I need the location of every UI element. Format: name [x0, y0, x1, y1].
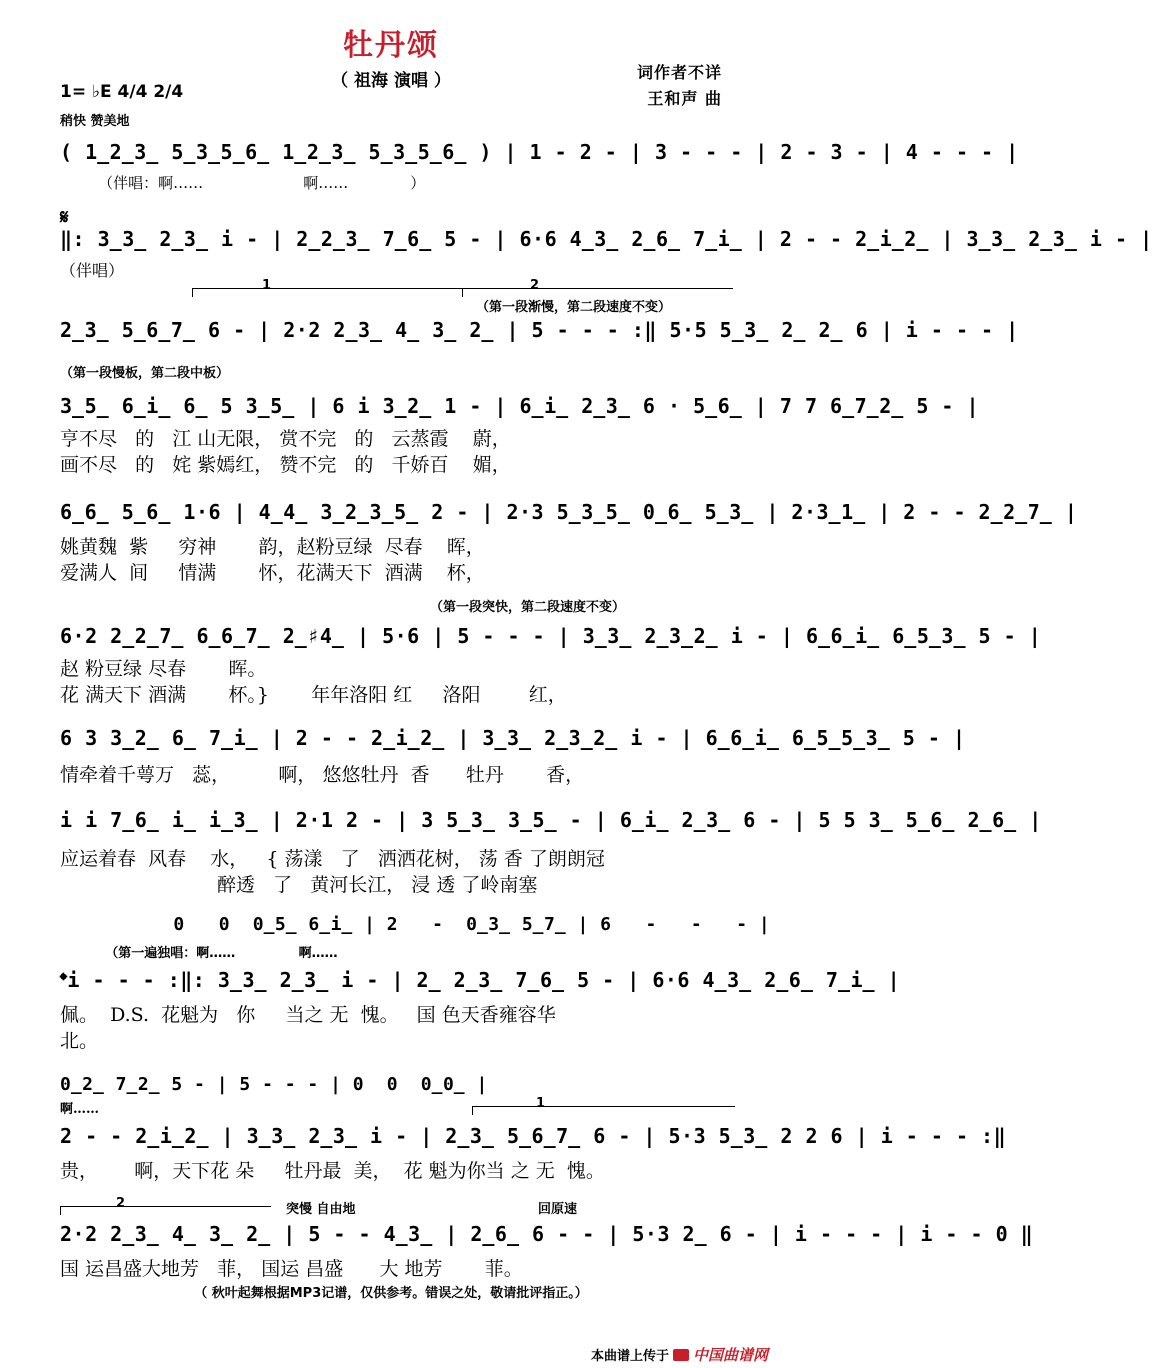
lyric-line-4: 亨不尽 的 江 山无限， 赏不完 的 云蒸霞 蔚， 画不尽 的 姹 紫嫣红， 赞不完 的 千娇百 媚， [60, 428, 511, 476]
volta-4-label: 2 [116, 1196, 126, 1211]
annotation-medium: （第一段慢板，第二段中板） [60, 366, 230, 381]
staff-line-7: 6 3 3̲2̲ 6̲ 7̲i̲ | 2 - - 2̲i̲2̲ | 3̲3̲ 2̲3̲2̲ i - | 6̲6̲i̲ 6̲5̲5̲3̲ 5 - | [60, 726, 966, 750]
volta-2-label: 2 [530, 278, 540, 293]
lyricist-credit: 词作者不详 [636, 63, 722, 82]
staff-line-11: 0̲2̲ 7̲2̲ 5 - | 5 - - - | 0 0 0̲0̲ | [60, 1074, 488, 1095]
site-name[interactable]: 中国曲谱网 [692, 1346, 768, 1364]
staff-line-12: 2 - - 2̲i̲2̲ | 3̲3̲ 2̲3̲ i - | 2̲3̲ 5̲6̲7̲ 6 - | 5·3 5̲3̲ 2 2 6 | i - - - :‖ [60, 1124, 1007, 1148]
upload-credit [591, 1344, 768, 1365]
key-signature: 1= ♭E 4/4 2/4 [60, 82, 184, 102]
lyric-line-5: 姚黄魏 紫 穷神 韵，赵粉豆绿 尽春 晖， 爱满人 间 情满 怀，花满天下 酒满 杯， [60, 536, 485, 584]
volta-3-label: 1 [536, 1096, 546, 1111]
staff-line-13: 2·2 2̲3̲ 4̲ 3̲ 2̲ | 5 - - 4̲3̲ | 2̲6̲ 6 - - | 5·3 2̲ 6 - | i - - - | i - - 0 ‖ [60, 1222, 1034, 1246]
staff-line-10: 𝄌i - - - :‖: 3̲3̲ 2̲3̲ i - | 2̲ 2̲3̲ 7̲6̲ 5 - | 6·6 4̲3̲ 2̲6̲ 7̲i̲ | [60, 968, 901, 992]
lyric-line-13: 国 运昌盛大地芳 菲， 国运 昌盛 大 地芳 菲。 [60, 1258, 523, 1280]
staff-line-1: ( 1̲2̲3̲ 5̲3̲5̲6̲ 1̲2̲3̲ 5̲3̲5̲6̲ ) | 1 - 2 - | 3 - - - | 2 - 3 - | 4 - - - | [60, 140, 1019, 164]
lyric-line-11: 啊…… [60, 1102, 100, 1117]
lyric-line-6: 赵 粉豆绿 尽春 晖。 花 满天下 酒满 杯。} 年年洛阳 红 洛阳 红， [60, 658, 567, 706]
annotation-slow: （第一段渐慢，第二段速度不变） [476, 300, 672, 315]
staff-line-6: 6·2 2̲2̲7̲ 6̲6̲7̲ 2̲♯4̲ | 5·6 | 5 - - - | 3̲3̲ 2̲3̲2̲ i - | 6̲6̲i̲ 6̲5̲3̲ 5 - | [60, 624, 1042, 648]
lyric-line-2: （伴唱） [60, 261, 125, 280]
annotation-return: 回原速 [538, 1202, 578, 1217]
upload-label: 本曲谱上传于 [590, 1349, 669, 1364]
staff-line-3: 2̲3̲ 5̲6̲7̲ 6 - | 2·2 2̲3̲ 4̲ 3̲ 2̲ | 5 - - - :‖ 5·5 5̲3̲ 2̲ 2̲ 6 | i - - - | [60, 318, 1019, 342]
staff-line-8: i i 7̲6̲ i̲ i̲3̲ | 2·1 2 - | 3 5̲3̲ 3̲5̲ - | 6̲i̲ 2̲3̲ 6 - | 5 5 3̲ 5̲6̲ 2̲6̲ | [60, 808, 1042, 832]
transcription-note: （ 秋叶起舞根据MP3记谱，仅供参考。错误之处，敬请批评指正。） [194, 1286, 588, 1301]
composer-credit: 王和声 曲 [647, 89, 722, 108]
performer-subtitle: （ 祖海 演唱 ） [331, 71, 451, 91]
volta-bracket-1 [192, 288, 463, 297]
lyric-line-8: 应运着春 风春 水， { 荡漾 了 洒洒花树， 荡 香 了朗朗冠 醉透 了 黄河长江， 浸 透 了岭南塞 [60, 848, 605, 896]
annotation-fast: （第一段突快，第二段速度不变） [430, 600, 626, 615]
lyric-line-7: 情牵着千萼万 蕊， 啊， 悠悠牡丹 香 牡丹 香， [60, 764, 585, 786]
staff-line-5: 6̲6̲ 5̲6̲ 1·6 | 4̲4̲ 3̲2̲3̲5̲ 2 - | 2·3 5̲3̲5̲ 0̲6̲ 5̲3̲ | 2·3̲1̲ | 2 - - 2̲2̲7̲ | [60, 500, 1078, 524]
lyric-line-9: （第一遍独唱：啊…… 啊…… [60, 946, 338, 961]
volta-1-label: 1 [262, 278, 272, 293]
lyric-line-10: 佩。 D.S. 花魁为 你 当之 无 愧。 国 色天香雍容华 北。 [60, 1004, 556, 1052]
staff-line-9: 0 0 0̲5̲ 6̲i̲ | 2 - 0̲3̲ 5̲7̲ | 6 - - - | [60, 914, 771, 935]
volta-bracket-4 [60, 1206, 271, 1215]
lyric-line-1: （伴唱：啊…… 啊…… ） [60, 174, 426, 192]
site-logo-icon [673, 1349, 689, 1361]
lyric-line-12: 贵， 啊，天下花 朵 牡丹最 美， 花 魁为你当 之 无 愧。 [60, 1160, 605, 1182]
volta-bracket-3 [472, 1106, 735, 1115]
tempo-marking: 稍快 赞美地 [60, 114, 130, 129]
annotation-free: 突慢 自由地 [286, 1202, 356, 1217]
song-title: 牡丹颂 [343, 28, 439, 63]
staff-line-4: 3̲5̲ 6̲i̲ 6̲ 5 3̲5̲ | 6 i 3̲2̲ 1 - | 6̲i̲ 2̲3̲ 6 · 5̲6̲ | 7 7 6̲7̲2̲ 5 - | [60, 394, 980, 418]
staff-line-2: 𝄋 ‖: 3̲3̲ 2̲3̲ i - | 2̲2̲3̲ 7̲6̲ 5 - | 6·6 4̲3̲ 2̲6̲ 7̲i̲ | 2 - - 2̲i̲2̲ | 3̲3̲ 2̲3̲ i - | [60, 205, 1153, 251]
